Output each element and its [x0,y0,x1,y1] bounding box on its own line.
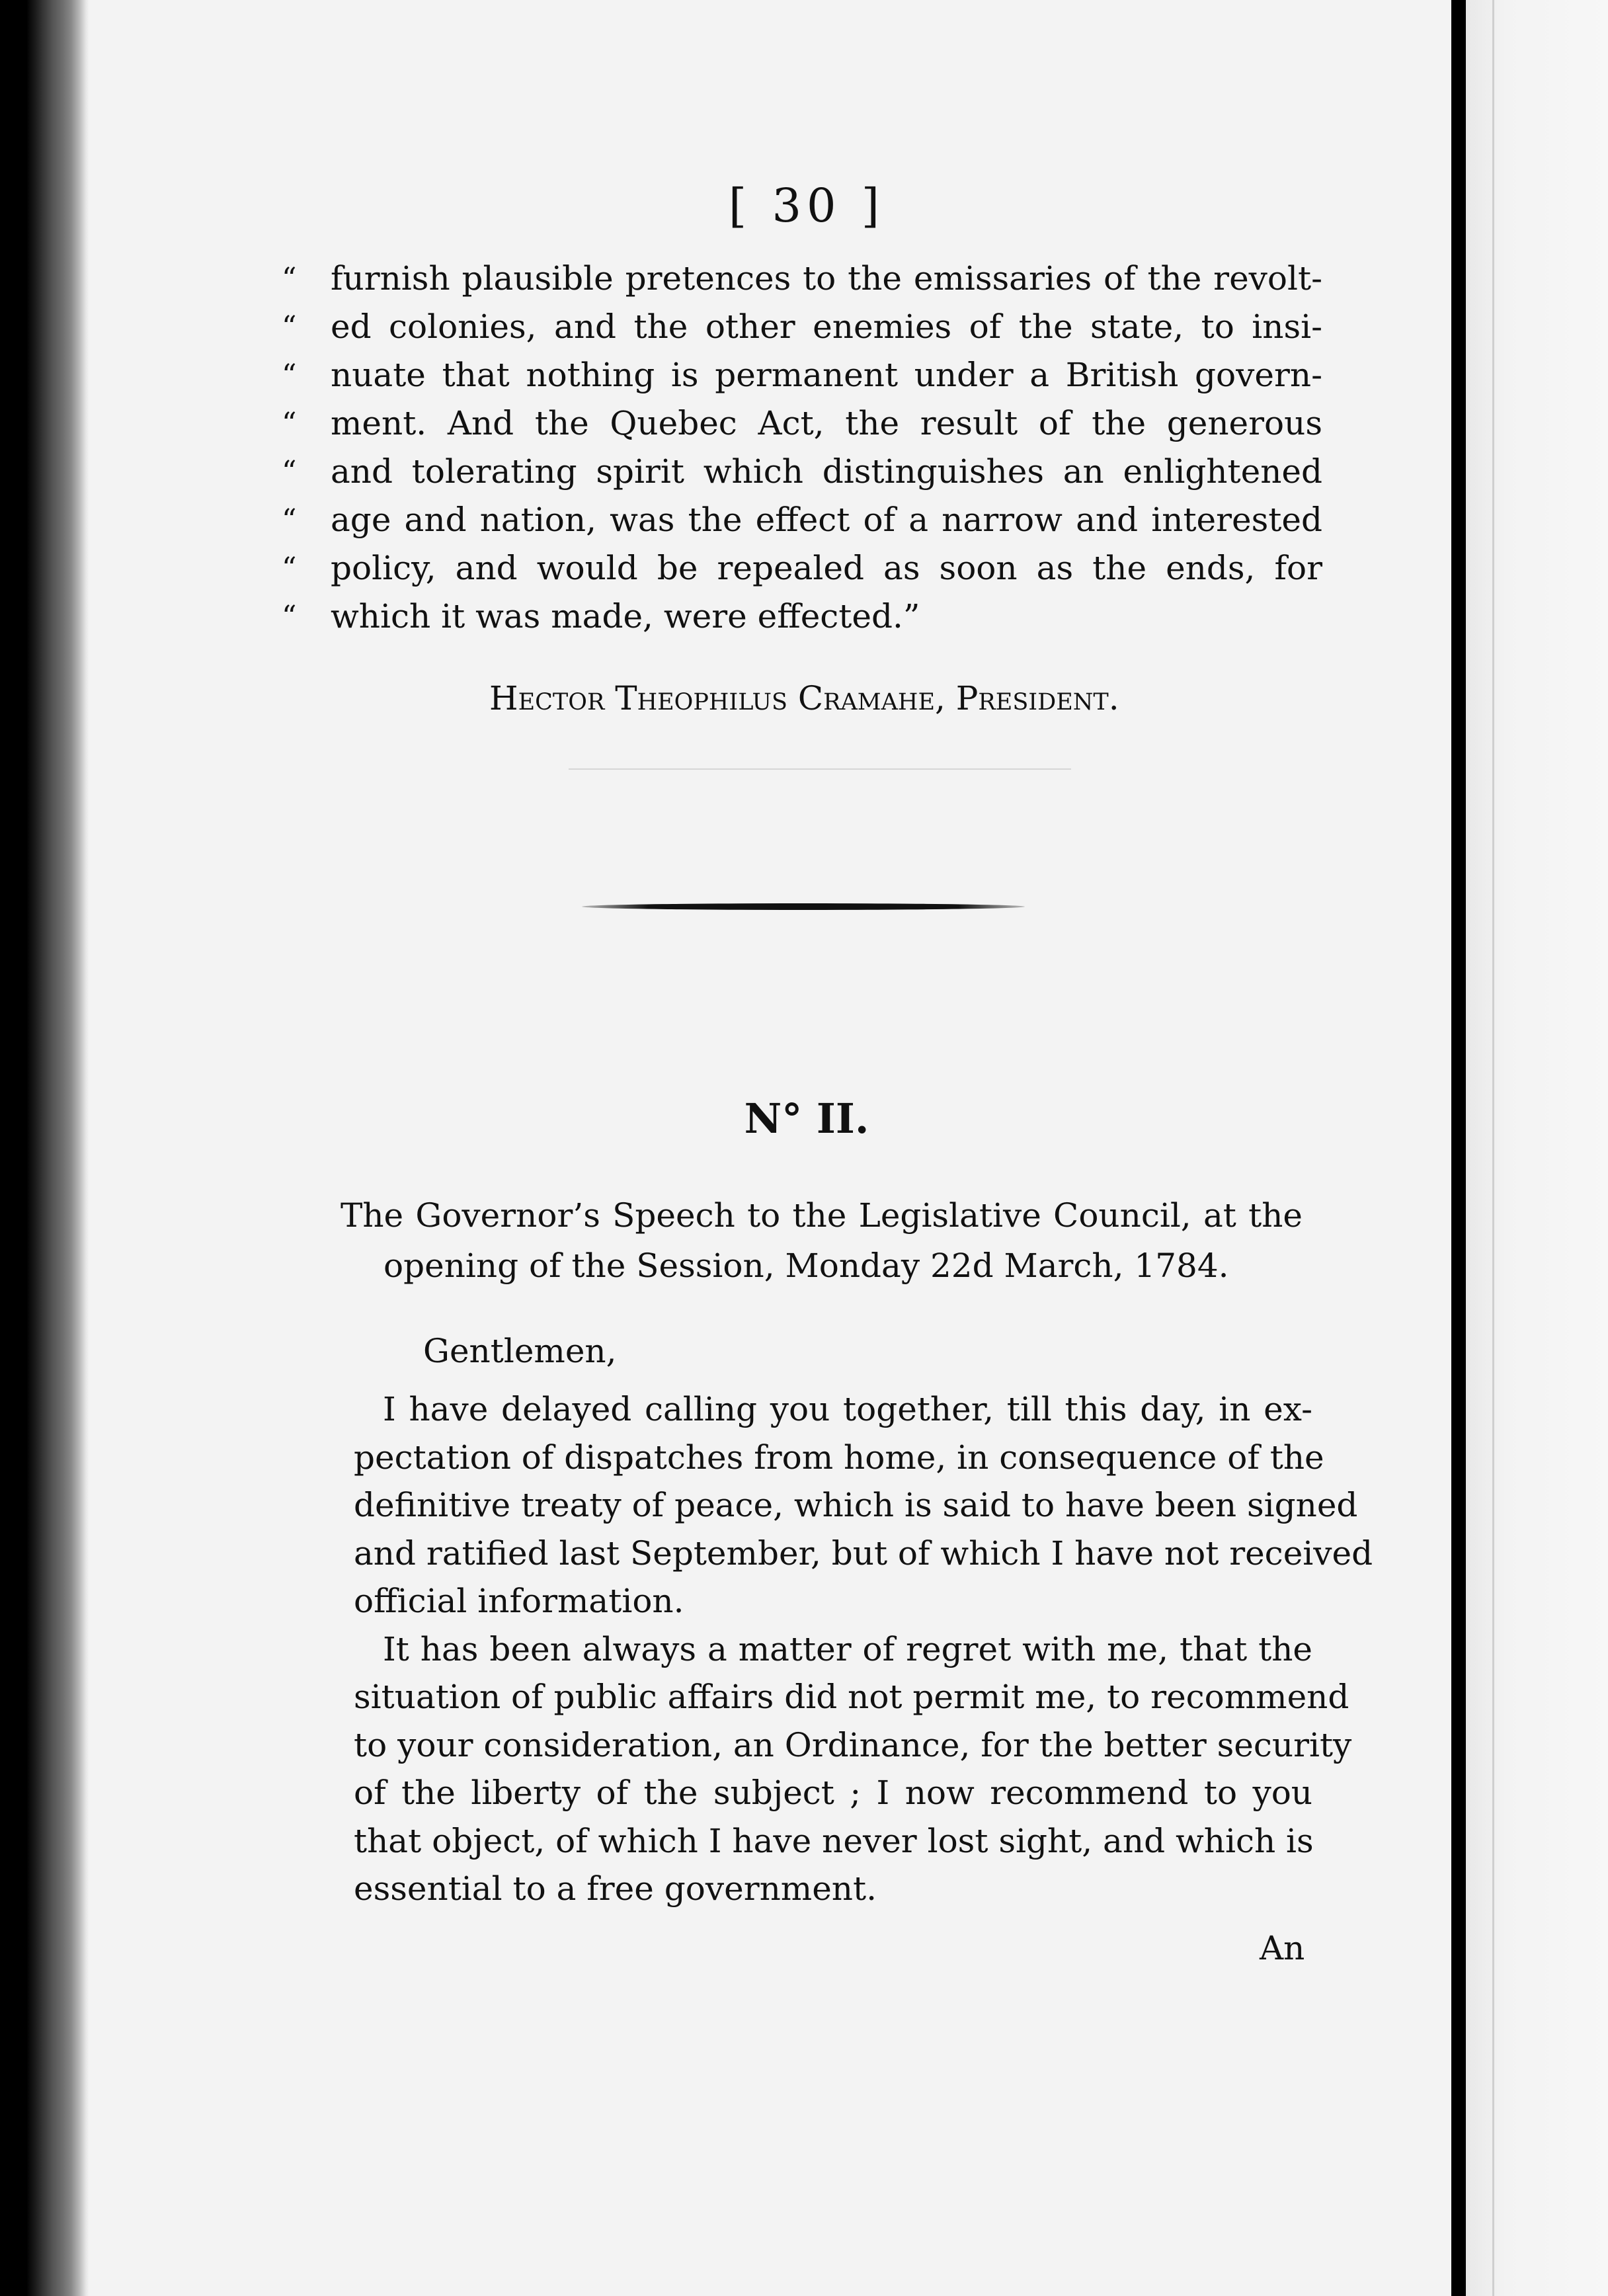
quote-line-text: furnish plausible pretences to the emissaries of the revolt- [331,259,1322,298]
quote-mark: “ [282,358,297,392]
quote-line-text: age and nation, was the effect of a narrow and interested [331,501,1322,539]
paragraph-line: definitive treaty of peace, which is said to have been signed [354,1486,1358,1524]
book-binding [0,0,89,2296]
quote-line-text: policy, and would be repealed as soon as the ends, for [331,549,1322,587]
section-heading-line: opening of the Session, Monday 22d March, 1784. [383,1247,1229,1285]
adjacent-page-edge-line [1492,0,1494,2296]
quote-mark: “ [282,455,297,489]
faint-divider [569,768,1071,770]
quote-line-text: which it was made, were effected.” [331,597,920,636]
quote-line [282,351,1322,399]
quote-line-text: and tolerating spirit which distinguishes an enlightened [331,452,1322,491]
quote-line [282,496,1322,544]
quote-mark: “ [282,407,297,440]
quote-line [282,448,1322,496]
page-number: [ 30 ] [728,179,885,233]
paragraph-line: I have delayed calling you together, till this day, in ex- [383,1390,1312,1428]
paragraph-line: of the liberty of the subject ; I now recommend to you [354,1774,1312,1812]
paragraph-line: to your consideration, an Ordinance, for the better security [354,1725,1352,1764]
quote-line-text: nuate that nothing is permanent under a British govern- [331,356,1322,394]
paragraph-line: and ratified last September, but of which I have not received [354,1534,1373,1573]
section-heading-line: The Governor’s Speech to the Legislative Council, at the [341,1196,1303,1235]
quote-line [282,544,1322,593]
quote-line-text: ed colonies, and the other enemies of the state, to insi- [331,308,1322,346]
adjacent-page-edge [1466,0,1608,2296]
quote-line-text: ment. And the Quebec Act, the result of the generous [331,404,1322,442]
paragraph-line: essential to a free government. [354,1869,877,1908]
paragraph-line: It has been always a matter of regret with me, that the [383,1629,1312,1668]
paragraph-line: official information. [354,1582,684,1620]
page-gutter [1451,0,1466,2296]
paragraph-line: that object, of which I have never lost sight, and which is [354,1821,1314,1860]
quote-mark: “ [282,503,297,537]
quoted-passage [282,255,1322,641]
signature: Hector Theophilus Cramahe, President. [489,679,1119,718]
quote-mark: “ [282,310,297,344]
catchword: An [1260,1929,1305,1967]
paragraph-line: situation of public affairs did not permit me, to recommend [354,1678,1349,1716]
quote-line [282,255,1322,303]
quote-line [282,593,1322,641]
section-divider [582,903,1025,910]
paragraph-line: pectation of dispatches from home, in consequence of the [354,1438,1324,1477]
quote-line [282,399,1322,448]
salutation: Gentlemen, [423,1332,617,1370]
quote-mark: “ [282,262,297,296]
quote-line [282,303,1322,351]
quote-mark: “ [282,552,297,585]
body-text [354,1385,1373,1913]
section-title: N° II. [744,1094,869,1143]
quote-mark: “ [282,600,297,634]
section-heading [341,1190,1303,1291]
